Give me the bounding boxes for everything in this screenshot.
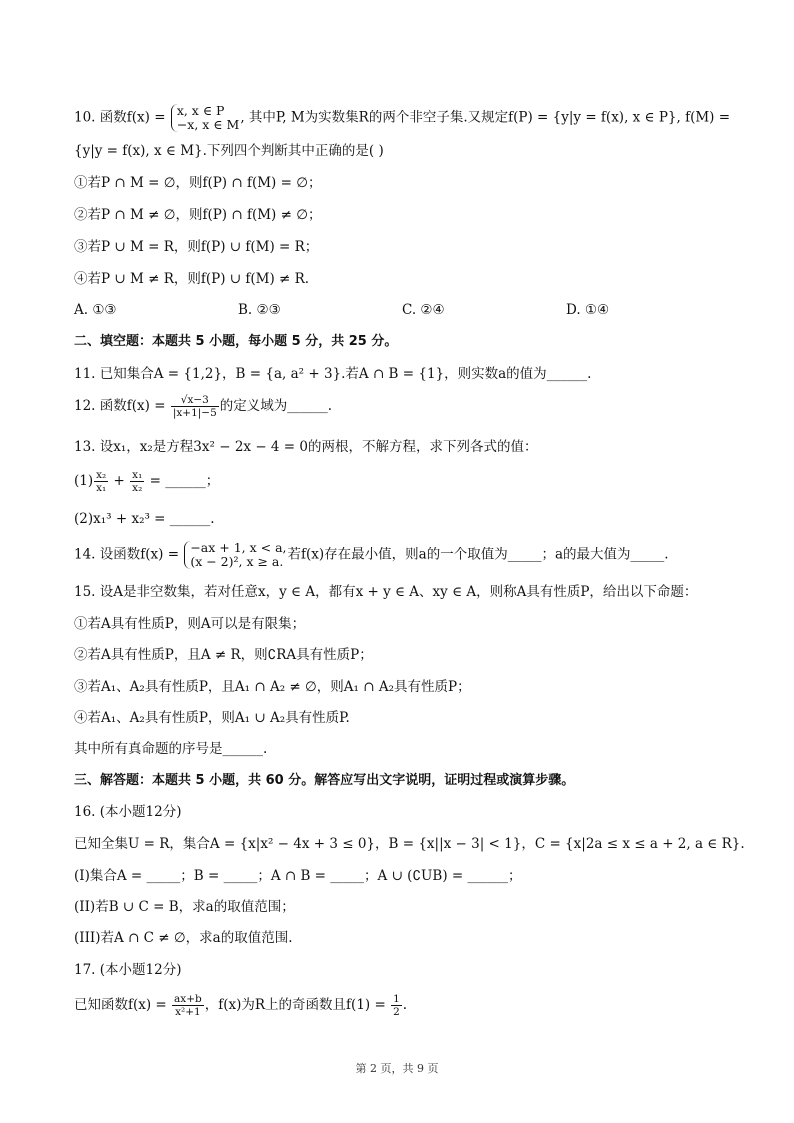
q10-choices [74, 300, 734, 320]
q12-post: 的定义域为______. [219, 398, 333, 414]
q14-case2: (x − 2)², x ≥ a. [190, 554, 284, 569]
q14-piecewise [184, 541, 286, 569]
q13-stem: 13. 设x₁，x₂是方程3x² − 2x − 4 = 0的两根，不解方程，求下列各式的值： [74, 439, 538, 455]
q15-statement-4: ④若A₁、A₂具有性质P，则A₁ ∪ A₂具有性质P. [74, 710, 350, 726]
q16-part3: (III)若A ∩ C ≠ ∅，求a的取值范围. [74, 930, 293, 946]
q10-case2: −x, x ∈ M [176, 117, 240, 132]
q13-frac1-num: x₂ [96, 469, 107, 481]
q13-plus: + [109, 473, 130, 489]
q17-end: . [402, 997, 408, 1013]
q16-part2: (II)若B ∪ C = B，求a的取值范围； [74, 899, 295, 915]
q17-heading: 17. (本小题12分) [74, 962, 182, 978]
q15-statement-1: ①若A具有性质P，则A可以是有限集； [74, 616, 306, 632]
choice-a: A. ①③ [74, 302, 117, 318]
q13-frac2-den: x₂ [132, 482, 143, 494]
q17-half [391, 993, 402, 1018]
q11: 11. 已知集合A = {1,2}，B = {a, a² + 3}.若A ∩ B = {1}，则实数a的值为______. [74, 366, 592, 382]
q14-case1: −ax + 1, x < a, [190, 540, 287, 555]
q10-case1: x, x ∈ P [176, 103, 225, 118]
q17-numerator: ax+b [174, 993, 202, 1005]
q17-stem [74, 993, 407, 1018]
q16-stem: 已知全集U = R，集合A = {x|x² − 4x + 3 ≤ 0}，B = {x||x − 3| < 1}，C = {x|2a ≤ x ≤ a + 2, a ∈ R}. [74, 836, 745, 852]
q10-line2: {y|y = f(x), x ∈ M}.下列四个判断其中正确的是( ) [74, 143, 384, 159]
q17-denominator: x²+1 [175, 1006, 201, 1018]
choice-d: D. ①④ [566, 302, 610, 318]
q10-text-a: 10. 函数f(x) = [74, 109, 170, 126]
q16-heading: 16. (本小题12分) [74, 804, 182, 820]
q12-numerator: √x−3 [171, 394, 219, 407]
q10-piecewise [171, 104, 240, 132]
q13-frac2 [130, 469, 144, 494]
q10-statement-1: ①若P ∩ M = ∅，则f(P) ∩ f(M) = ∅； [74, 175, 322, 191]
q15-statement-3: ③若A₁、A₂具有性质P，且A₁ ∩ A₂ ≠ ∅，则A₁ ∩ A₂具有性质P； [74, 679, 471, 695]
q17-half-num: 1 [393, 993, 400, 1005]
q12-pre: 12. 函数f(x) = [74, 398, 170, 414]
choice-c: C. ②④ [402, 302, 445, 318]
q13-frac1 [94, 469, 108, 494]
q15-stem: 15. 设A是非空数集，若对任意x，y ∈ A，都有x + y ∈ A、xy ∈ A，则称A具有性质P，给出以下命题： [74, 584, 698, 600]
q14 [74, 541, 669, 569]
q17-pre: 已知函数f(x) = [74, 997, 172, 1013]
q13-frac2-num: x₁ [132, 469, 143, 481]
q12-fraction [171, 394, 219, 419]
q10-line1 [74, 104, 730, 132]
q13-part1 [74, 469, 219, 494]
q10-statement-4: ④若P ∪ M ≠ R，则f(P) ∪ f(M) ≠ R. [74, 271, 310, 287]
page-footer: 第 2 页，共 9 页 [355, 1062, 439, 1075]
choice-b: B. ②③ [238, 302, 281, 318]
q17-fraction [172, 993, 204, 1018]
q12-denominator: |x+1|−5 [172, 407, 217, 419]
q15-statement-2: ②若A具有性质P，且A ≠ R，则∁RA具有性质P； [74, 647, 373, 663]
q12 [74, 394, 332, 419]
q13-part2: (2)x₁³ + x₂³ = ______. [74, 511, 215, 527]
section-2-heading: 二、填空题：本题共 5 小题，每小题 5 分，共 25 分。 [74, 334, 398, 349]
q10-statement-2: ②若P ∩ M ≠ ∅，则f(P) ∩ f(M) ≠ ∅； [74, 207, 322, 223]
q10-text-b: , 其中P, M为实数集R的两个非空子集.又规定f(P) = {y|y = f(x), x ∈ P}, f(M) = [240, 109, 731, 126]
q13-p1-label: (1) [74, 473, 94, 489]
q16-part1: (I)集合A = _____；B = _____；A ∩ B = _____；A ∪ (∁UB) = ______； [74, 868, 522, 884]
q13-p1-post: = ______； [145, 473, 220, 489]
q17-mid: ，f(x)为R上的奇函数且f(1) = [204, 997, 391, 1013]
q10-statement-3: ③若P ∪ M = R，则f(P) ∪ f(M) = R； [74, 239, 319, 255]
section-3-heading: 三、解答题：本题共 5 小题，共 60 分。解答应写出文字说明，证明过程或演算步骤。 [74, 773, 575, 788]
q14-post: 若f(x)存在最小值，则a的一个取值为_____；a的最大值为_____. [287, 546, 669, 563]
q13-frac1-den: x₁ [96, 482, 107, 494]
q15-end: 其中所有真命题的序号是______. [74, 741, 268, 757]
q14-pre: 14. 设函数f(x) = [74, 546, 184, 563]
q17-half-den: 2 [393, 1006, 400, 1018]
